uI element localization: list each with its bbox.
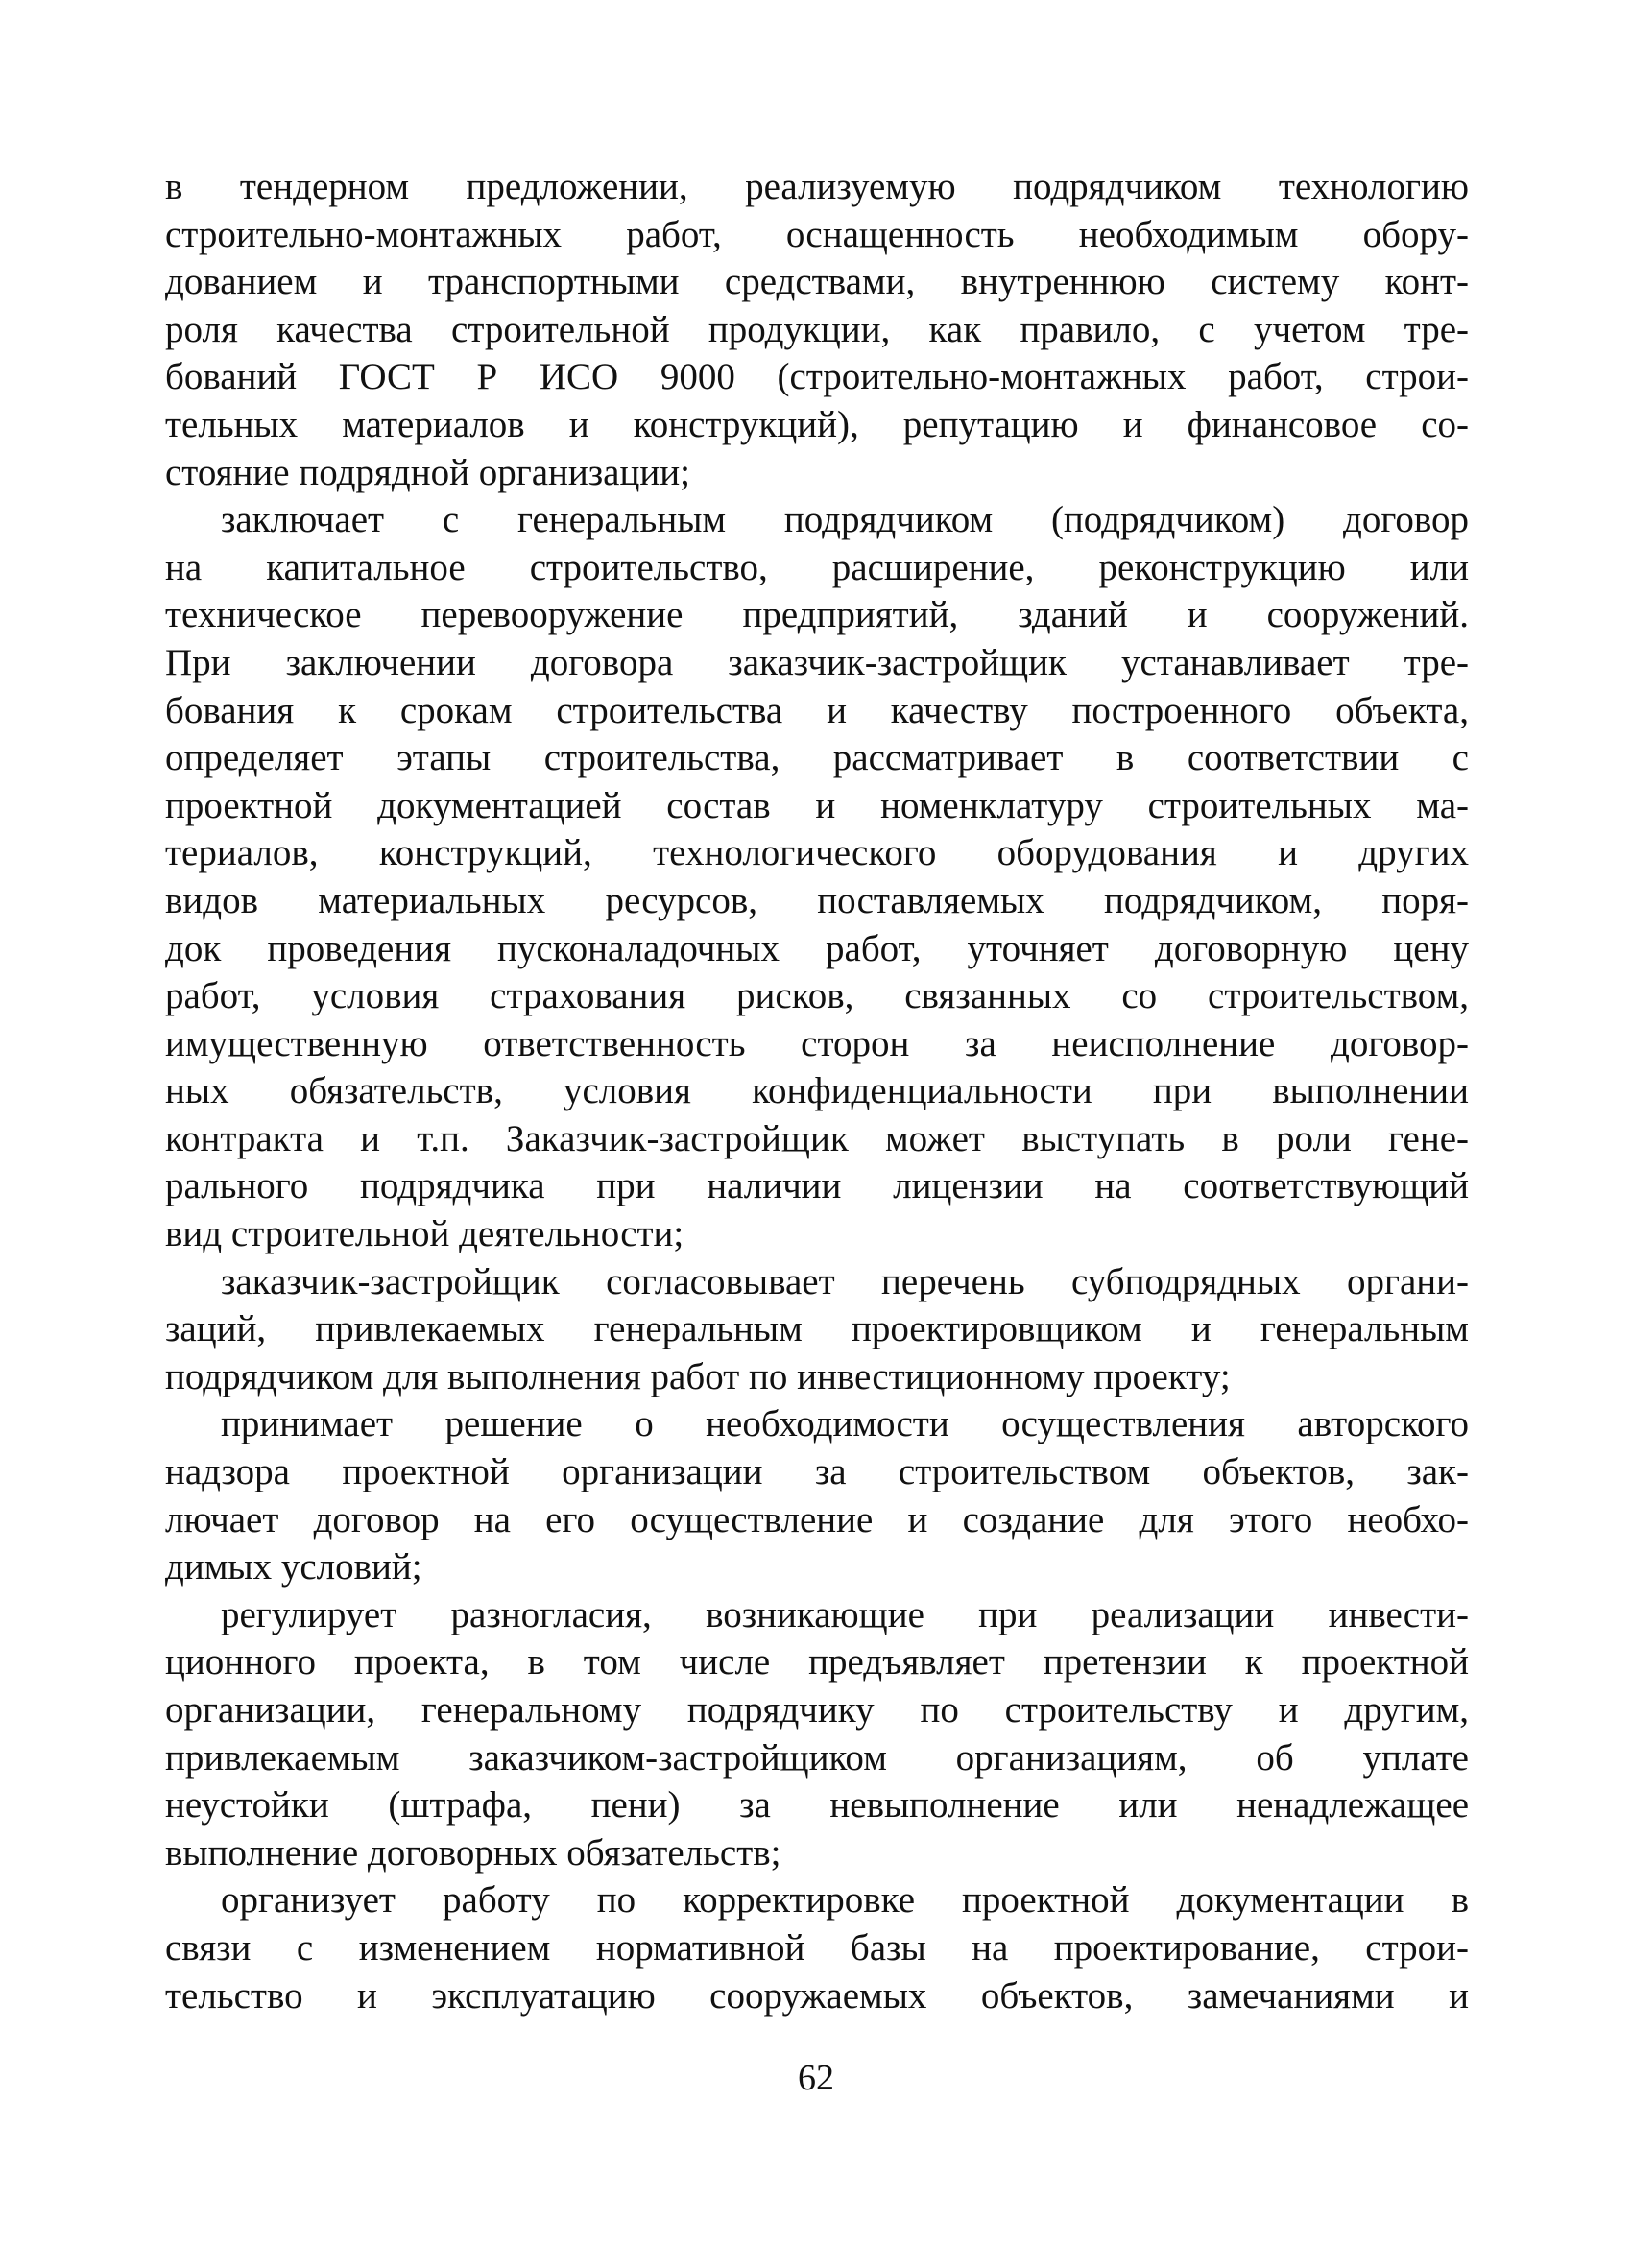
text-line: ных обязательств, условия конфиденциальности при выполнении (165, 1070, 1469, 1112)
text-line: неустойки (штрафа, пени) за невыполнение или ненадлежащее (165, 1784, 1469, 1826)
text-line: на капитальное строительство, расширение, реконструкцию или (165, 546, 1469, 588)
text-line: заказчик-застройщик согласовывает перечень субподрядных органи- (221, 1260, 1469, 1302)
text-line: подрядчиком для выполнения работ по инвестиционному проекту; (165, 1355, 1231, 1397)
text-line: бования к срокам строительства и качеству построенного объекта, (165, 689, 1469, 731)
text-line: дованием и транспортными средствами, внутреннюю систему конт- (165, 261, 1469, 303)
text-line: При заключении договора заказчик-застройщик устанавливает тре- (165, 641, 1469, 683)
text-line: док проведения пусконаладочных работ, уточняет договорную цену (165, 927, 1469, 969)
text-line: вид строительной деятельности; (165, 1213, 684, 1255)
text-line: контракта и т.п. Заказчик-застройщик может выступать в роли гене- (165, 1117, 1469, 1159)
text-line: техническое перевооружение предприятий, зданий и сооружений. (165, 594, 1469, 636)
body-text (165, 163, 1469, 2035)
text-line: организует работу по корректировке проектной документации в (221, 1879, 1469, 1922)
page-number: 62 (798, 2058, 834, 2098)
text-line: определяет этапы строительства, рассматривает в соответствии с (165, 737, 1469, 779)
text-line: проектной документацией состав и номенклатуру строительных ма- (165, 784, 1469, 826)
text-line: стояние подрядной организации; (165, 451, 690, 493)
text-line: заключает с генеральным подрядчиком (подрядчиком) договор (221, 499, 1469, 541)
text-line: регулирует разногласия, возникающие при реализации инвести- (221, 1593, 1469, 1635)
text-line: принимает решение о необходимости осуществления авторского (221, 1403, 1469, 1445)
text-line: териалов, конструкций, технологического оборудования и других (165, 832, 1469, 874)
text-line: имущественную ответственность сторон за неисполнение договор- (165, 1022, 1469, 1064)
text-line: димых условий; (165, 1546, 422, 1588)
text-line: работ, условия страхования рисков, связанных со строительством, (165, 975, 1469, 1017)
text-line: видов материальных ресурсов, поставляемых подрядчиком, поря- (165, 879, 1469, 921)
text-line: лючает договор на его осуществление и создание для этого необхо- (165, 1498, 1469, 1540)
text-line: заций, привлекаемых генеральным проектировщиком и генеральным (165, 1308, 1469, 1350)
paragraph-4 (165, 1400, 1469, 1590)
text-line: роля качества строительной продукции, как правило, с учетом тре- (165, 308, 1469, 350)
text-line: организации, генеральному подрядчику по строительству и другим, (165, 1689, 1469, 1731)
text-line: рального подрядчика при наличии лицензии на соответствующий (165, 1165, 1469, 1207)
paragraph-5 (165, 1591, 1469, 1877)
text-line: тельство и эксплуатацию сооружаемых объектов, замечаниями и (165, 1974, 1469, 2017)
text-line: выполнение договорных обязательств; (165, 1831, 781, 1874)
paragraph-6 (165, 1876, 1469, 2019)
text-line: связи с изменением нормативной базы на проектирование, строи- (165, 1926, 1469, 1969)
paragraph-1 (165, 163, 1469, 496)
text-line: тельных материалов и конструкций), репутацию и финансовое со- (165, 403, 1469, 445)
paragraph-3 (165, 1258, 1469, 1401)
text-line: ционного проекта, в том числе предъявляет претензии к проектной (165, 1641, 1469, 1683)
text-line: бований ГОСТ Р ИСО 9000 (строительно-монтажных работ, строи- (165, 356, 1469, 398)
text-line: надзора проектной организации за строительством объектов, зак- (165, 1451, 1469, 1493)
text-line: в тендерном предложении, реализуемую подрядчиком технологию (165, 166, 1469, 207)
paragraph-2 (165, 496, 1469, 1258)
text-line: строительно-монтажных работ, оснащенность необходимым обору- (165, 213, 1469, 255)
text-line: привлекаемым заказчиком-застройщиком организациям, об уплате (165, 1736, 1469, 1779)
